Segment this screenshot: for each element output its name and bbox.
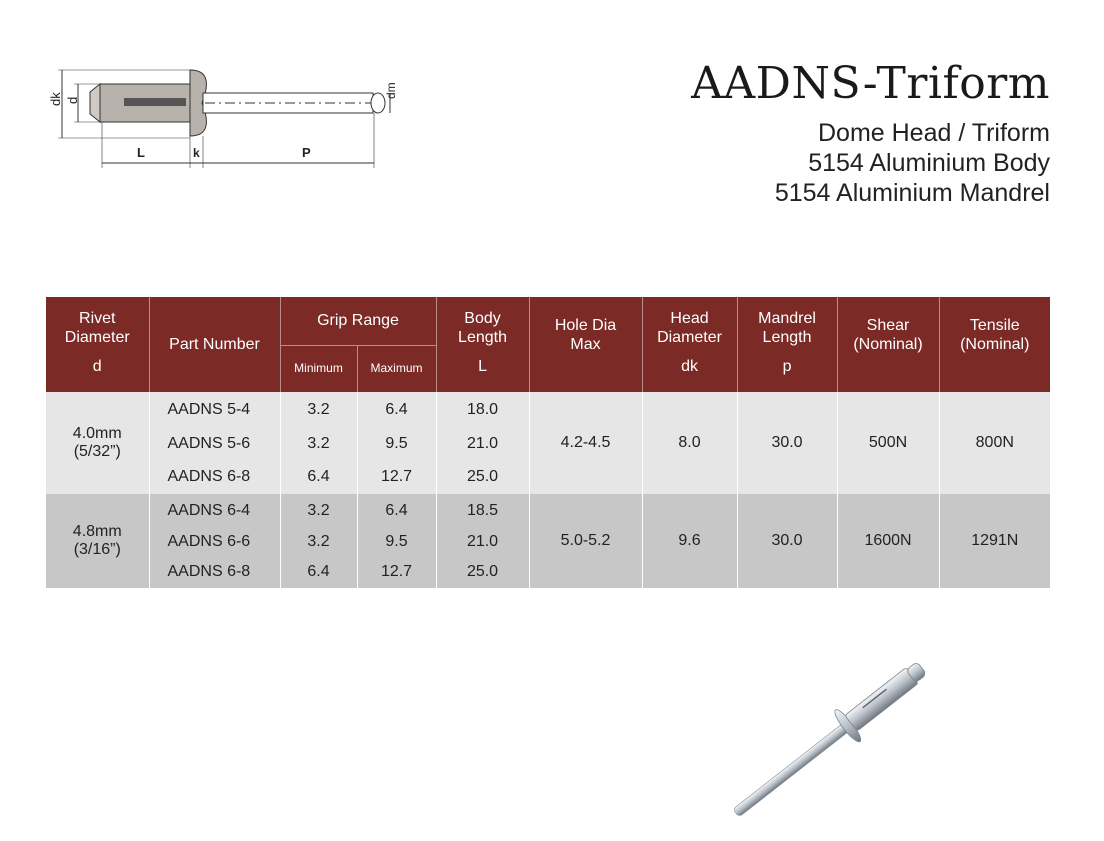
grip-max-cell: 6.4 — [357, 494, 436, 528]
body-length-cell: 25.0 — [436, 556, 529, 588]
header-part-number: Part Number — [149, 297, 280, 392]
dk-label: dk — [48, 92, 63, 106]
dm-label: dm — [384, 82, 398, 99]
grip-min-cell: 3.2 — [280, 528, 357, 556]
subtitle-head-type: Dome Head / Triform — [817, 119, 1050, 147]
specification-table — [46, 297, 1050, 588]
d-label: d — [65, 96, 80, 104]
header-shear: Shear (Nominal) — [837, 297, 939, 392]
subtitle-mandrel-material: 5154 Aluminium Mandrel — [774, 179, 1050, 207]
P-label: P — [302, 145, 311, 160]
shear-cell: 500N — [837, 392, 939, 494]
L-label: L — [137, 145, 145, 160]
hole-dia-cell: 5.0-5.2 — [529, 494, 642, 588]
grip-min-cell: 3.2 — [280, 392, 357, 428]
header-grip-range: Grip Range — [280, 297, 436, 345]
mandrel-length-cell: 30.0 — [737, 392, 837, 494]
header-grip-maximum: Maximum — [357, 345, 436, 392]
header-mandrel-length: Mandrel Length p — [737, 297, 837, 392]
grip-max-cell: 9.5 — [357, 428, 436, 460]
grip-max-cell: 12.7 — [357, 556, 436, 588]
head-dia-cell: 9.6 — [642, 494, 737, 588]
tensile-cell: 1291N — [939, 494, 1050, 588]
rivet-diameter-cell: 4.0mm (5/32”) — [46, 392, 149, 494]
rivet-product-image — [700, 655, 970, 820]
rivet-dimension-diagram — [40, 60, 420, 170]
part-number-cell: AADNS 6-6 — [149, 528, 280, 556]
header-rivet-diameter: Rivet Diameter d — [46, 297, 149, 392]
header-grip-minimum: Minimum — [280, 345, 357, 392]
body-length-cell: 18.0 — [436, 392, 529, 428]
grip-max-cell: 9.5 — [357, 528, 436, 556]
part-number-cell: AADNS 5-6 — [149, 428, 280, 460]
header-head-diameter: Head Diameter dk — [642, 297, 737, 392]
hole-dia-cell: 4.2-4.5 — [529, 392, 642, 494]
grip-max-cell: 6.4 — [357, 392, 436, 428]
header-tensile: Tensile (Nominal) — [939, 297, 1050, 392]
grip-min-cell: 6.4 — [280, 556, 357, 588]
tensile-cell: 800N — [939, 392, 1050, 494]
grip-max-cell: 12.7 — [357, 460, 436, 494]
table-row — [46, 494, 1050, 528]
part-number-cell: AADNS 6-8 — [149, 556, 280, 588]
header-body-length: Body Length L — [436, 297, 529, 392]
table-row — [46, 392, 1050, 428]
body-length-cell: 25.0 — [436, 460, 529, 494]
header-hole-dia-max: Hole Dia Max — [529, 297, 642, 392]
part-number-cell: AADNS 6-8 — [149, 460, 280, 494]
grip-min-cell: 6.4 — [280, 460, 357, 494]
mandrel-length-cell: 30.0 — [737, 494, 837, 588]
body-length-cell: 21.0 — [436, 428, 529, 460]
part-number-cell: AADNS 6-4 — [149, 494, 280, 528]
product-subtitles — [775, 118, 1050, 208]
head-dia-cell: 8.0 — [642, 392, 737, 494]
shear-cell: 1600N — [837, 494, 939, 588]
rivet-diameter-cell: 4.8mm (3/16”) — [46, 494, 149, 588]
part-number-cell: AADNS 5-4 — [149, 392, 280, 428]
k-label: k — [193, 146, 200, 160]
subtitle-body-material: 5154 Aluminium Body — [808, 149, 1050, 177]
product-title: AADNS-Triform — [691, 58, 1050, 109]
body-length-cell: 18.5 — [436, 494, 529, 528]
body-length-cell: 21.0 — [436, 528, 529, 556]
grip-min-cell: 3.2 — [280, 428, 357, 460]
grip-min-cell: 3.2 — [280, 494, 357, 528]
